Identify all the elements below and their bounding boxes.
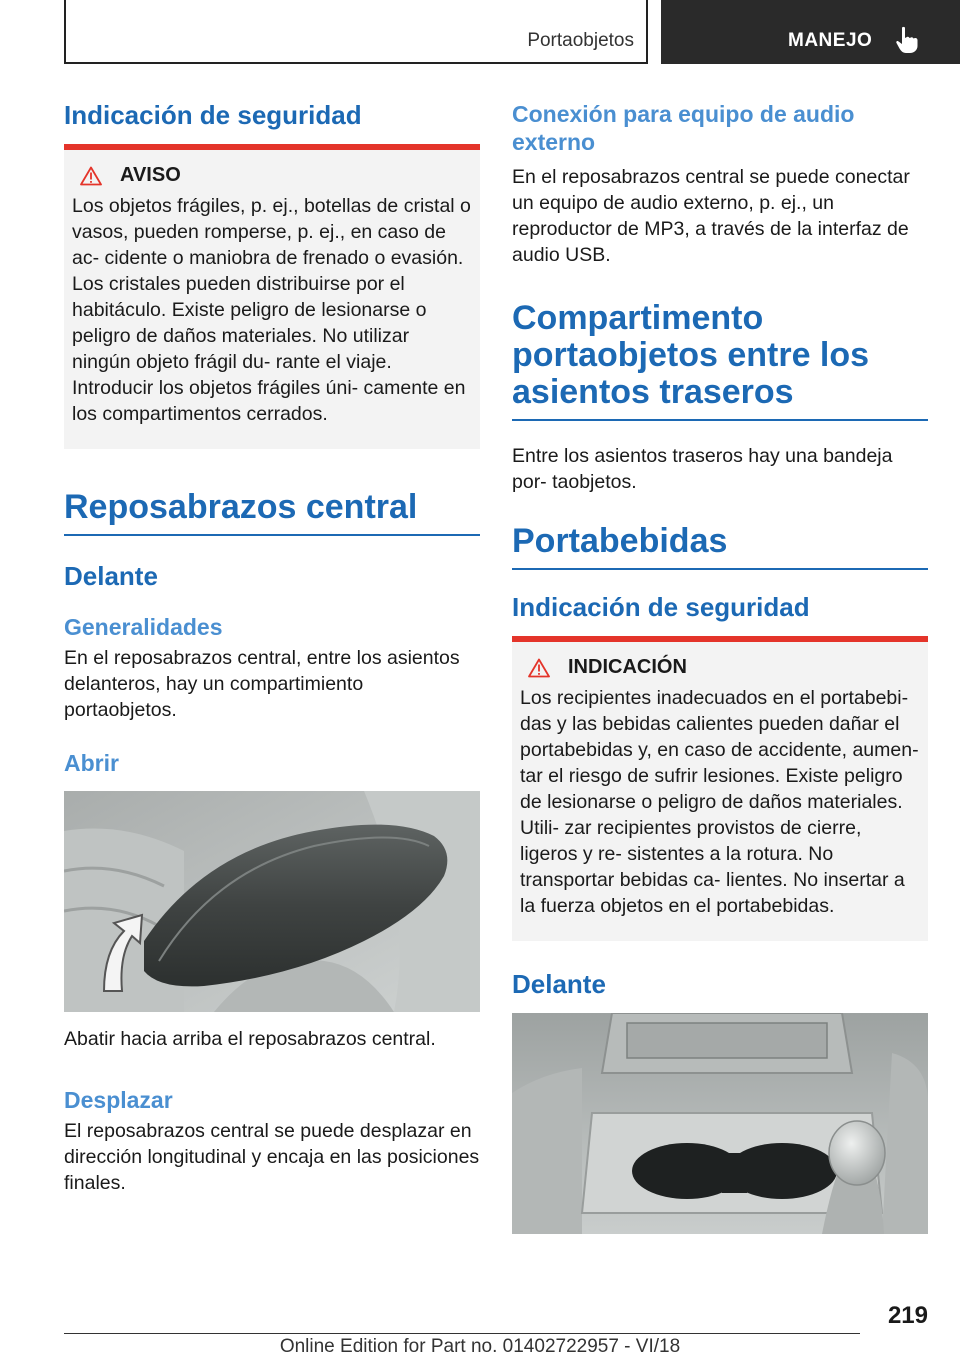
armrest-image — [64, 791, 480, 1012]
rear-text: Entre los asientos traseros hay una bandeja por- taobjetos. — [512, 445, 893, 493]
audio-heading: Conexión para equipo de audio externo — [512, 101, 855, 155]
warning-box — [64, 150, 480, 449]
cupholder-front-heading: Delante — [512, 969, 606, 999]
cupholder-image — [512, 1013, 928, 1234]
right-column — [512, 100, 928, 1234]
safety-heading: Indicación de seguridad — [64, 100, 362, 130]
chapter-title: Portaobjetos — [527, 30, 634, 51]
audio-text: En el reposabrazos central se puede conectar un equipo de audio externo, p. ej., un reproductor de MP3, a través de la interfaz de audio USB. — [512, 166, 910, 266]
cupholder-safety-heading: Indicación de seguridad — [512, 592, 810, 622]
section-title: MANEJO — [788, 30, 873, 51]
left-column — [64, 100, 480, 1196]
open-caption: Abatir hacia arriba el reposabrazos central. — [64, 1028, 436, 1050]
general-heading: Generalidades — [64, 614, 223, 640]
notice-label: INDICACIÓN — [568, 656, 687, 678]
cupholder-illustration — [512, 1013, 928, 1234]
header-section-box — [661, 0, 960, 64]
cupholder-heading: Portabebidas — [512, 523, 928, 570]
warning-text: Los objetos frágiles, p. ej., botellas de cristal o vasos, pueden romperse, p. ej., en caso de ac- cidente o maniobra de frenado o evasión. Los cristales pueden distribuirse por el habitáculo. Existe peligro de lesionarse o peligro de daños materiales. No utilizar ningún objeto frágil du- rante el viaje. Introducir los objetos frágiles úni- camente en los compartimentos cerrados. — [72, 195, 471, 425]
warning-triangle-icon — [528, 658, 550, 678]
warning-triangle-icon — [80, 166, 102, 186]
move-heading: Desplazar — [64, 1087, 173, 1113]
open-heading: Abrir — [64, 750, 119, 776]
footer-divider — [64, 1333, 860, 1334]
header-chapter-box — [64, 0, 648, 64]
notice-box — [512, 642, 928, 941]
move-text: El reposabrazos central se puede desplazar en dirección longitudinal y encaja en las posiciones finales. — [64, 1120, 480, 1194]
warning-label: AVISO — [120, 164, 181, 186]
front-heading: Delante — [64, 561, 158, 591]
notice-text: Los recipientes inadecuados en el portabebi- das y las bebidas calientes pueden dañar el portabebidas y, en caso de accidente, aumen- tar el riesgo de sufrir lesiones. Existe peligro de lesionarse o peligro de daños materiales. Utili- zar recipientes provistos de cierre, ligeros y re- sistentes a la rotura. No transportar bebidas ca- lientes. No insertar a la fuerza objetos en el portabebidas. — [520, 687, 919, 917]
armrest-heading: Reposabrazos central — [64, 489, 480, 536]
page-number: 219 — [887, 1302, 928, 1329]
rear-compartment-heading: Compartimento portaobjetos entre los asientos traseros — [512, 300, 928, 421]
general-text: En el reposabrazos central, entre los asientos delanteros, hay un compartimiento portaobjetos. — [64, 647, 460, 721]
footer-edition: Online Edition for Part no. 01402722957 - VI/18 — [279, 1336, 681, 1357]
armrest-illustration — [64, 791, 480, 1012]
pointing-hand-icon — [895, 26, 921, 54]
